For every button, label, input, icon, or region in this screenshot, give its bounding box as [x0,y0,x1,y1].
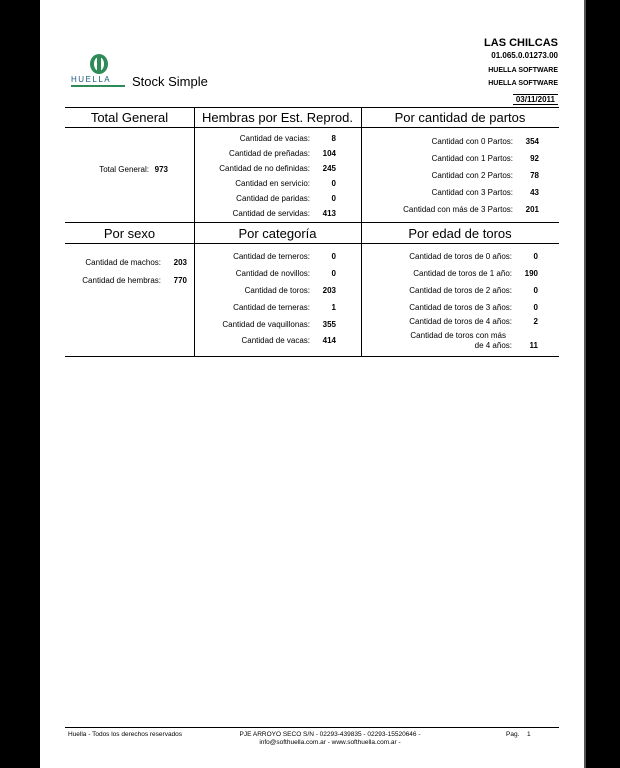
list-item [361,286,538,296]
row-value: 0 [533,286,538,295]
total-general-row [65,165,168,175]
list-item [194,134,336,144]
section-title-total-general: Total General [90,110,169,125]
row-label: Cantidad de toros de 0 años: [409,252,512,261]
row-value: 0 [331,179,336,188]
row-value: 11 [529,341,538,350]
row-label: Cantidad de servidas: [232,209,310,218]
divider [65,356,559,357]
svg-text:HUELLA: HUELLA [71,75,112,84]
list-item [361,252,538,262]
row-value: 1 [331,303,336,312]
row-label: Cantidad con 1 Partos: [431,154,513,163]
row-value: 770 [173,276,187,285]
row-value: 355 [322,320,336,329]
list-item [361,137,539,147]
row-value: 0 [331,252,336,261]
row-label: Total General: [99,165,149,174]
list-item [361,317,538,327]
row-value: 245 [322,164,336,173]
software-label-2: HUELLA SOFTWARE [488,80,558,87]
row-label: Cantidad de no definidas: [219,164,310,173]
row-label [361,331,512,351]
list-item [65,276,187,286]
row-value: 413 [322,209,336,218]
company-name: LAS CHILCAS [484,37,558,49]
row-label: Cantidad de terneras: [233,303,310,312]
report-date: 03/11/2011 [513,94,558,105]
row-value: 414 [322,336,336,345]
row-label-line-1: Cantidad de toros con más [410,331,506,340]
divider [65,222,559,223]
report-title: Stock Simple [132,74,208,89]
divider [65,127,559,128]
row-label: Cantidad de toros de 1 año: [413,269,512,278]
row-value: 203 [173,258,187,267]
row-value: 104 [322,149,336,158]
list-item [361,269,538,279]
row-label: Cantidad de preñadas: [229,149,310,158]
row-value: 8 [331,134,336,143]
list-item [361,331,538,351]
row-label: Cantidad de hembras: [82,276,161,285]
row-label: Cantidad de paridas: [236,194,310,203]
software-label-1: HUELLA SOFTWARE [488,67,558,74]
row-label: Cantidad con más de 3 Partos: [403,205,513,214]
section-title-edad-toros: Por edad de toros [408,226,512,241]
page-number: 1 [527,731,531,738]
list-item [361,303,538,313]
row-label: Cantidad con 0 Partos: [431,137,513,146]
list-item [194,164,336,174]
list-item [194,149,336,159]
row-label: Cantidad de vacias: [239,134,310,143]
list-item [194,194,336,204]
report-page [40,0,584,768]
list-item [194,286,336,296]
footer-address: PJE ARROYO SECO S/N - 02293-439835 - 02293-15520646 - [239,731,421,738]
company-code: 01.065.0.01273.00 [491,51,558,60]
row-label: Cantidad de toros: [244,286,310,295]
footer-rights: Huella - Todos los derechos reservados [68,731,183,738]
row-label: Cantidad de novillos: [235,269,310,278]
list-item [194,269,336,279]
section-title-categoria: Por categoría [238,226,317,241]
divider [65,243,559,244]
list-item [194,320,336,330]
row-label: Cantidad de vacas: [241,336,310,345]
row-label: Cantidad con 3 Partos: [431,188,513,197]
row-value: 354 [525,137,539,146]
row-value: 201 [525,205,539,214]
row-label: Cantidad de machos: [85,258,161,267]
row-label: Cantidad de toros de 4 años: [409,317,512,326]
list-item [194,252,336,262]
row-value: 0 [331,269,336,278]
footer-contact: info@softhuella.com.ar - www.softhuella.com.ar - [259,739,401,746]
list-item [194,179,336,189]
list-item [361,205,539,215]
list-item [194,336,336,346]
row-value: 78 [530,171,539,180]
list-item [361,171,539,181]
row-label: Cantidad con 2 Partos: [431,171,513,180]
row-value: 0 [331,194,336,203]
footer-divider [65,727,559,728]
huella-logo [68,53,130,93]
divider [65,107,559,108]
list-item [361,154,539,164]
page-label: Pag. [506,731,520,738]
row-label: Cantidad en servicio: [235,179,310,188]
row-label: Cantidad de toros de 3 años: [409,303,512,312]
row-label: Cantidad de toros de 2 años: [409,286,512,295]
row-value: 203 [322,286,336,295]
section-title-sexo: Por sexo [103,226,156,241]
row-label: Cantidad de vaquillonas: [222,320,310,329]
row-label-line-2: de 4 años: [474,341,512,350]
list-item [361,188,539,198]
row-value: 2 [533,317,538,326]
section-title-partos: Por cantidad de partos [394,110,526,125]
row-value: 0 [533,303,538,312]
row-value: 43 [530,188,539,197]
row-label: Cantidad de terneros: [233,252,310,261]
list-item [194,303,336,313]
list-item [65,258,187,268]
section-title-hembras: Hembras por Est. Reprod. [201,110,353,125]
row-value: 0 [533,252,538,261]
row-value: 973 [154,165,168,174]
list-item [194,209,336,219]
row-value: 92 [530,154,539,163]
row-value: 190 [524,269,538,278]
